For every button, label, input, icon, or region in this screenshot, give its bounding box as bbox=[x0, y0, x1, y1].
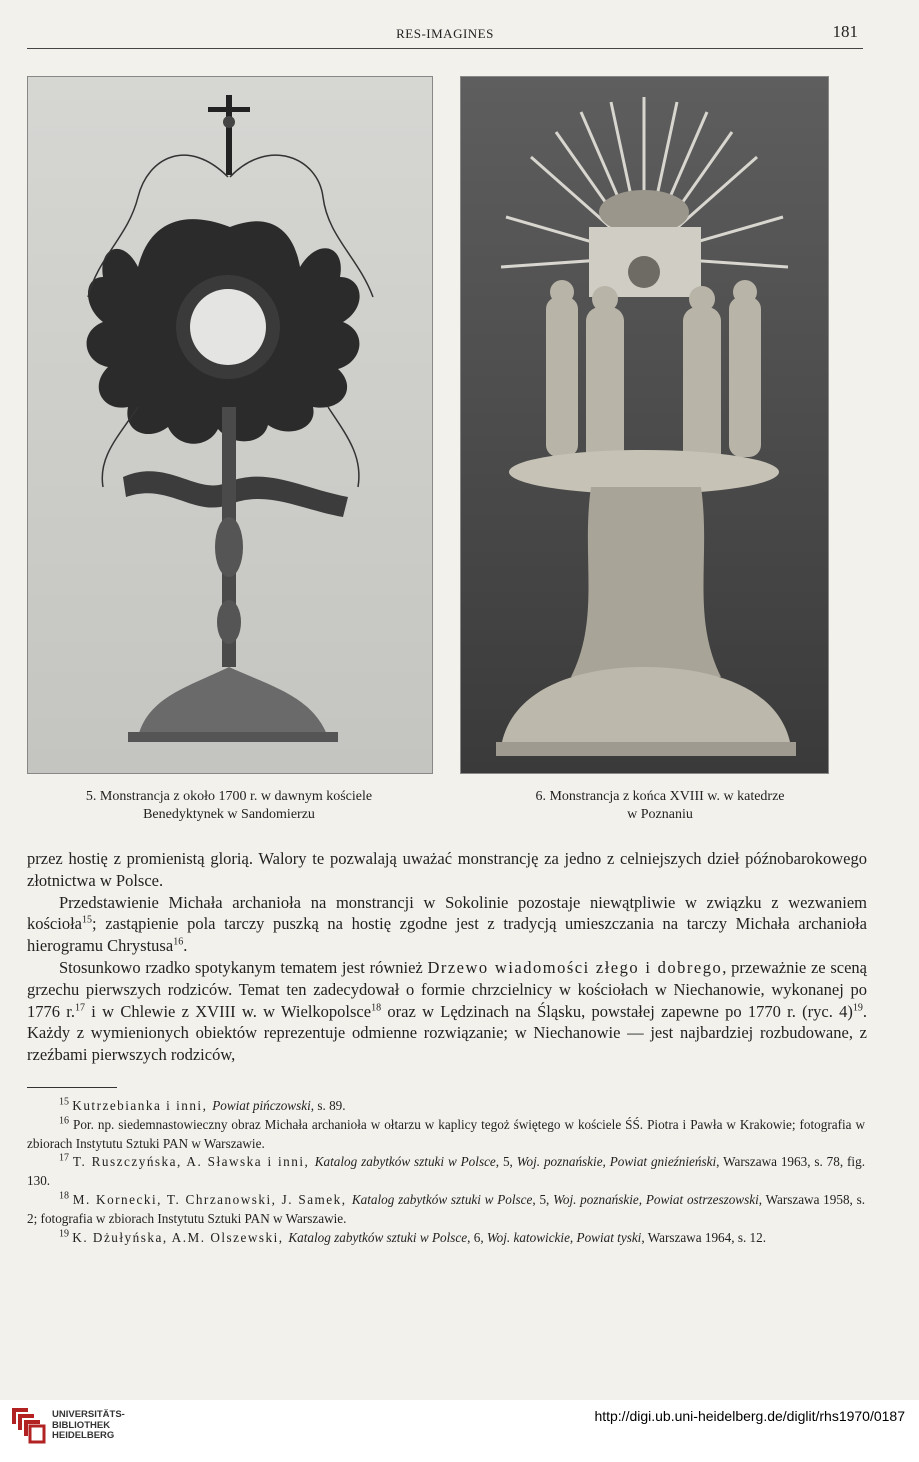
running-title: RES-IMAGINES bbox=[396, 26, 494, 41]
caption-line: w Poznaniu bbox=[627, 807, 693, 822]
text: , 5, bbox=[495, 1154, 517, 1170]
caption-line: 6. Monstrancja z końca XVIII w. w katedrze bbox=[535, 789, 785, 804]
footnote-number: 19 bbox=[59, 1228, 69, 1240]
footnote-ref: 16 bbox=[173, 936, 184, 948]
text: , s. 89. bbox=[310, 1098, 346, 1113]
text: ; zastąpienie pola tarczy puszką na hostię zgodne jest z tradycją umieszczania na tarczy Michała archanioła hierogramu Chrystusa bbox=[27, 914, 867, 956]
paragraph bbox=[27, 892, 867, 957]
library-logo-text bbox=[52, 1410, 125, 1442]
base bbox=[501, 667, 791, 747]
text: Kutrzebianka i inni, bbox=[72, 1098, 213, 1113]
spaced-title: Drzewo wiadomości złego i dobrego bbox=[427, 957, 723, 977]
text: , 5, bbox=[532, 1191, 554, 1207]
text: oraz w Lędzinach na Śląsku, powstałej zapewne po 1770 r. (ryc. 4) bbox=[381, 1001, 853, 1021]
footnote-ref: 15 bbox=[82, 914, 92, 926]
footnote-17 bbox=[27, 1153, 865, 1191]
body-text bbox=[27, 848, 867, 1066]
text: , Warszawa 1958, s. 2; fotografia w zbiorach Instytutu Sztuki PAN w Warszawie. bbox=[27, 1191, 866, 1226]
text: Katalog zabytków sztuki w Polsce bbox=[288, 1229, 468, 1245]
text: Woj. poznańskie, Powiat gnieźnieński bbox=[516, 1154, 717, 1170]
logo-line: BIBLIOTHEK bbox=[52, 1419, 111, 1431]
text: Przedstawienie Michała archanioła na monstrancji w Sokolinie pozostaje niewątpliwie w związku z wezwaniem kościoła bbox=[27, 892, 867, 934]
footnote-number: 16 bbox=[59, 1115, 69, 1127]
running-header bbox=[27, 20, 863, 50]
text: K. Dżułyńska, A.M. Olszewski, bbox=[72, 1229, 289, 1245]
logo-line: UNIVERSITÄTS- bbox=[52, 1409, 125, 1420]
text: T. Ruszczyńska, A. Sławska i inni, bbox=[72, 1154, 315, 1170]
footnote-16 bbox=[27, 1116, 865, 1154]
source-url[interactable]: http://digi.ub.uni-heidelberg.de/diglit/rhs1970/0187 bbox=[594, 1408, 905, 1424]
text: M. Kornecki, T. Chrzanowski, J. Samek, bbox=[72, 1191, 352, 1207]
paragraph: przez hostię z promienistą glorią. Walory te pozwalają uważać monstrancję za jedno z celniejszych dzieł późnobarokowego złotnictwa w Polsce. bbox=[27, 849, 867, 890]
text: Katalog zabytków sztuki w Polsce bbox=[351, 1191, 533, 1207]
header-rule bbox=[27, 48, 863, 49]
text: , 6, bbox=[467, 1229, 487, 1245]
footnote-ref: 18 bbox=[371, 1002, 382, 1014]
figure-5-photo bbox=[27, 76, 433, 774]
rock-stem bbox=[571, 487, 721, 677]
logo-line: HEIDELBERG bbox=[52, 1430, 115, 1441]
footnotes bbox=[27, 1097, 865, 1247]
footnote-ref: 19 bbox=[852, 1002, 863, 1014]
figure-6-caption bbox=[460, 788, 860, 824]
text: . Każdy z wymienionych obiektów reprezentuje odmienne rozwiązanie; w Niechanowie — jest najbardziej rozbudowane, z rzeźbami pierwszych rodziców, bbox=[27, 1001, 867, 1065]
text: Powiat pińczowski bbox=[212, 1098, 311, 1113]
footnote-15 bbox=[27, 1097, 865, 1116]
foot bbox=[138, 667, 328, 737]
lunette-window bbox=[190, 289, 266, 365]
text: Por. np. siedemnastowieczny obraz Michała archanioła w ołtarzu w kaplicy tegoż świętego w kościele ŚŚ. Piotra i Pawła w Krakowie; fotografia w zbiorach Instytutu Sztuki PAN w Warszawie. bbox=[27, 1116, 866, 1151]
footnote-ref: 17 bbox=[75, 1002, 85, 1014]
page-number: 181 bbox=[832, 22, 858, 41]
text: Katalog zabytków sztuki w Polsce bbox=[314, 1154, 496, 1170]
text: , Warszawa 1964, s. 12. bbox=[641, 1229, 767, 1245]
library-logo-icon bbox=[8, 1404, 48, 1446]
caption-line: Benedyktynek w Sandomierzu bbox=[143, 807, 315, 822]
figure-6-photo bbox=[460, 76, 829, 774]
priest-figures bbox=[546, 280, 761, 467]
footnote-rule bbox=[27, 1087, 117, 1088]
text: Woj. poznańskie, Powiat ostrzeszowski bbox=[553, 1191, 759, 1207]
footnote-number: 15 bbox=[59, 1096, 69, 1108]
text: Stosunkowo rzadko spotykanym tematem jest również bbox=[59, 957, 428, 977]
text: i w Chlewie z XVIII w. w Wielkopolsce bbox=[85, 1001, 372, 1021]
footnote-18 bbox=[27, 1191, 865, 1229]
text: . bbox=[183, 936, 188, 956]
footnote-number: 18 bbox=[59, 1190, 69, 1202]
text: Woj. katowickie, Powiat tyski bbox=[486, 1229, 642, 1245]
paragraph bbox=[27, 957, 867, 1066]
caption-line: 5. Monstrancja z około 1700 r. w dawnym kościele bbox=[85, 789, 373, 804]
footnote-number: 17 bbox=[59, 1153, 69, 1164]
footnote-19 bbox=[27, 1229, 865, 1248]
text: , przeważnie ze sceną grzechu pierwszych rodziców. Temat ten zadecydował o formie chrzcielnicy w kościołach w Niechanowie, wykonanej po 1776 r. bbox=[27, 957, 868, 1021]
figure-5-caption bbox=[27, 788, 431, 824]
text: , Warszawa 1963, s. 78, fig. 130. bbox=[27, 1154, 865, 1189]
